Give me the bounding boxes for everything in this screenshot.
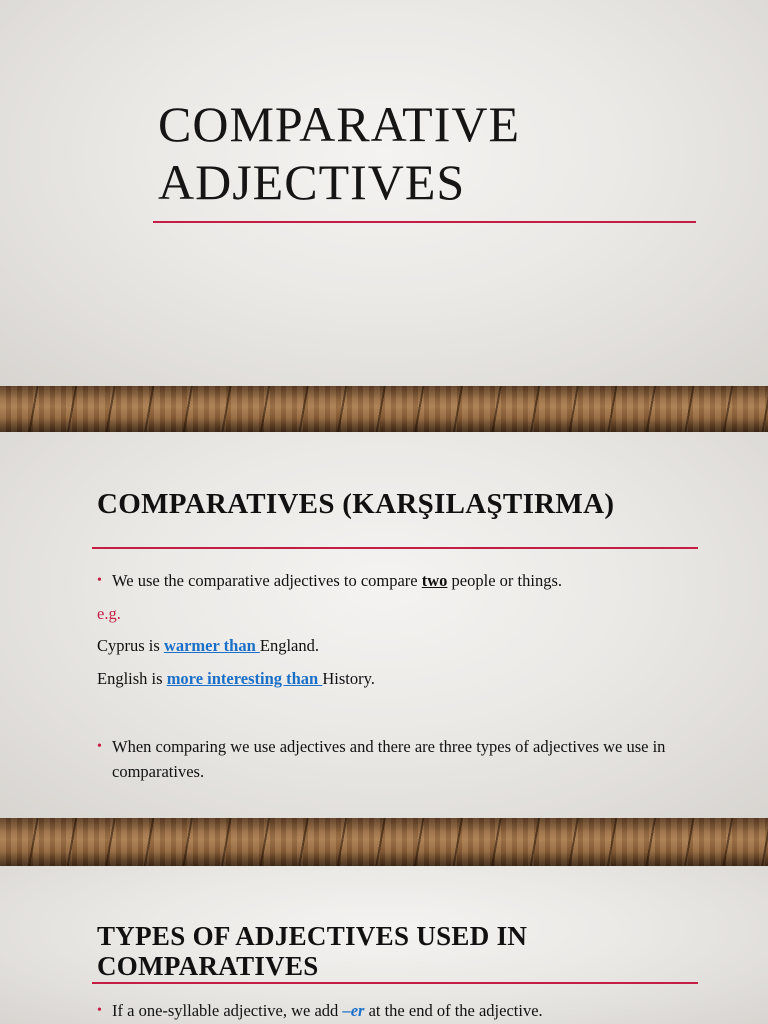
bullet-text: We use the comparative adjectives to compare: [112, 571, 422, 590]
slide-title: [158, 95, 520, 211]
title-divider: [92, 547, 698, 549]
slide-title: COMPARATIVES (KARŞILAŞTIRMA): [97, 488, 615, 520]
slide-title: TYPES OF ADJECTIVES USED IN COMPARATIVES: [97, 921, 528, 981]
example-label: e.g.: [97, 604, 121, 623]
bullet-text: If a one-syllable adjective, we add: [112, 1001, 343, 1020]
example-text-tail: England.: [259, 636, 319, 655]
example-text: Cyprus is: [97, 636, 164, 655]
example-text-tail: History.: [322, 669, 375, 688]
example-english: [97, 666, 375, 691]
title-divider: [92, 982, 698, 984]
comparatives-slide: [0, 432, 768, 818]
link-warmer-than[interactable]: warmer than: [163, 636, 260, 655]
bullet-compare-two: [97, 568, 687, 593]
example-cyprus: [97, 633, 319, 658]
wood-floor-divider: [0, 818, 768, 866]
title-line-1: COMPARATIVE: [158, 96, 521, 152]
bullet-one-syllable: [97, 998, 687, 1023]
wood-floor-divider: [0, 386, 768, 432]
emphasis-two: two: [421, 571, 448, 590]
bullet-text-tail: at the end of the adjective.: [364, 1001, 543, 1020]
bullet-three-types: • When comparing we use adjectives and there are three types of adjectives we use in comparatives.: [97, 734, 677, 784]
title-divider: [153, 221, 696, 223]
title-line-2: ADJECTIVES: [158, 154, 466, 210]
example-text: English is: [97, 669, 167, 688]
bullet-text-tail: people or things.: [447, 571, 562, 590]
types-slide: [0, 866, 768, 1024]
title-slide: [0, 0, 768, 386]
link-more-interesting-than[interactable]: more interesting than: [166, 669, 323, 688]
suffix-er: –er: [342, 1001, 365, 1020]
